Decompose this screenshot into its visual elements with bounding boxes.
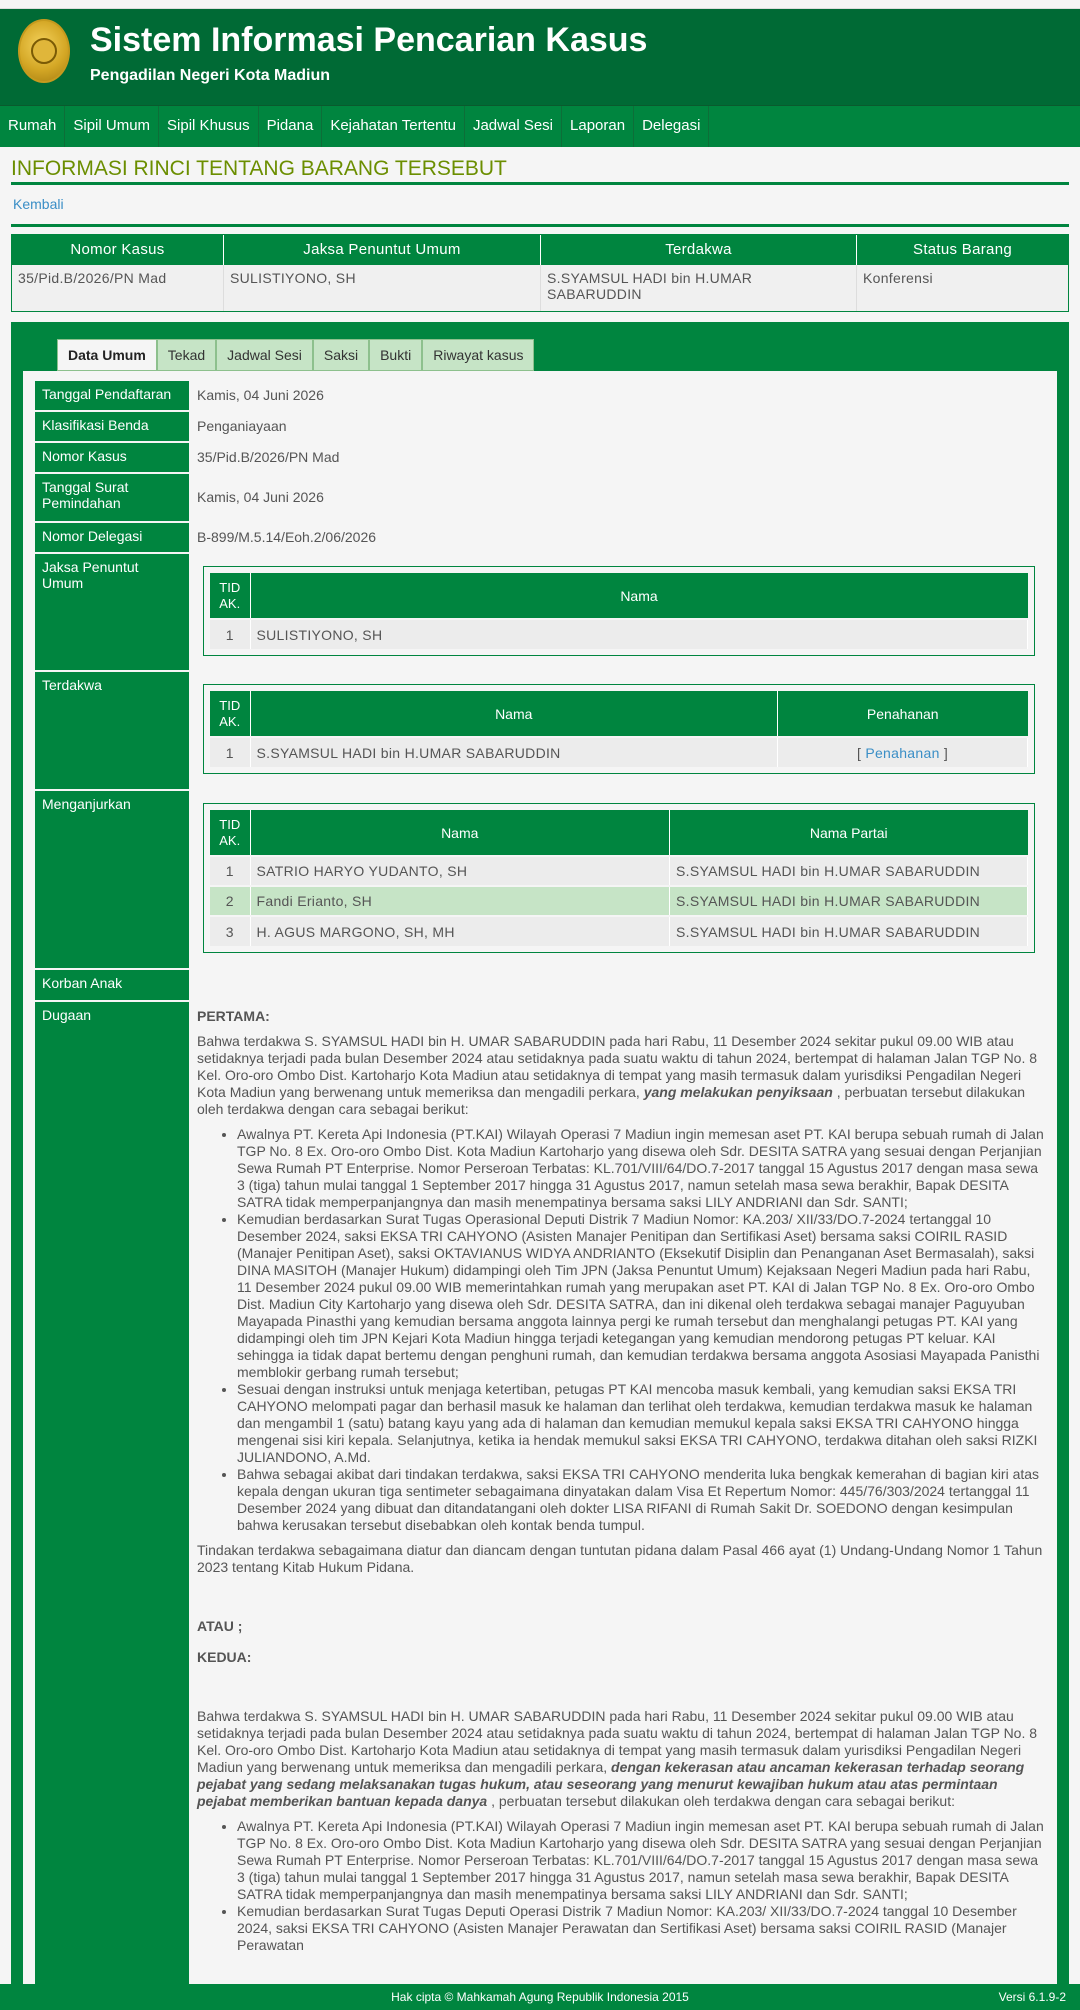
paragraph: Bahwa terdakwa S. SYAMSUL HADI bin H. UMAR SABARUDDIN pada hari Rabu, 11 Desember 2024 sekitar pukul 09.00 WIB atau setidaknya terjadi pada bulan Desember 2024 atau setidaknya pada suatu waktu di tahun 2024, bertempat di halaman Jalan TGP No. 8 Kel. Oro-oro Ombo Dist. Kartoharjo Kota Madiun atau setidaknya di tempat yang masih termasuk dalam yurisdiksi Pengadilan Negeri Kota Madiun yang berwenang untuk memeriksa dan mengadili perkara, yang melakukan penyiksaan , perbuatan tersebut dilakukan oleh terdakwa dengan cara sebagai berikut: — [197, 1033, 1038, 1117]
label-dugaan: Dugaan — [35, 1002, 189, 2002]
divider — [11, 224, 1069, 227]
case-summary-table — [11, 234, 1069, 312]
back-link[interactable]: Kembali — [13, 196, 64, 212]
penahanan-link[interactable]: Penahanan — [865, 744, 940, 761]
col-nama: Nama — [250, 573, 1028, 619]
site-header — [0, 9, 1080, 105]
value-nomor-kasus: 35/Pid.B/2026/PN Mad — [197, 449, 340, 465]
detail-panel — [11, 322, 1069, 2010]
page-title: INFORMASI RINCI TENTANG BARANG TERSEBUT — [11, 157, 507, 180]
site-subtitle: Pengadilan Negeri Kota Madiun — [90, 67, 331, 84]
col-tid: TID AK. — [210, 810, 250, 856]
table-row — [210, 916, 1028, 946]
label-tanggal-surat: Tanggal Surat Pemindahan — [35, 474, 189, 523]
label-terdakwa: Terdakwa — [35, 672, 189, 791]
list-item: • Sesuai dengan instruksi untuk menjaga ketertiban, petugas PT KAI mencoba masuk kembali, yang kemudian saksi EKSA TRI CAHYONO melompati pagar dan berhasil masuk ke halaman dan terlihat oleh terdakwa, kemudian terdakwa masuk ke halaman dan mengambil 1 (satu) batang kayu yang ada di halaman dan kemudian memukul kepala saksi EKSA TRI CAHYONO hingga mengenai sisi kiri kepala. Selanjutnya, ketika ia hendak memukul saksi EKSA TRI CAHYONO, terdakwa ditahan oleh saksi RIZKI JULIANDONO, A.Md. — [237, 1381, 1047, 1466]
jaksa-table — [203, 566, 1035, 656]
table-row — [210, 737, 1028, 767]
cell-nama: S.SYAMSUL HADI bin H.UMAR SABARUDDIN — [250, 737, 778, 767]
label-tanggal-pendaftaran: Tanggal Pendaftaran — [35, 381, 189, 412]
nav-sipil-umum[interactable]: Sipil Umum — [65, 106, 159, 147]
court-emblem-icon — [18, 19, 70, 83]
paragraph: Tindakan terdakwa sebagaimana diatur dan diancam dengan tuntutan pidana dalam Pasal 466 ayat (1) Undang-Undang Nomor 1 Tahun 2023 tentang Kitab Hukum Pidana. — [197, 1542, 1043, 1575]
dugaan-text — [197, 1008, 1047, 1954]
col-penahanan: Penahanan — [778, 691, 1028, 737]
list-item: • Kemudian berdasarkan Surat Tugas Operasional Deputi Distrik 7 Madiun Nomor: KA.203/ XII/33/DO.7-2024 tertanggal 10 Desember 2024, saksi EKSA TRI CAHYONO (Asisten Manajer Penitipan dan Sertifikasi Aset) bersama saksi COIRIL RASID (Manajer Penitipan Aset), saksi OKTAVIANUS WIDYA ANDRIANTO (Eksekutif Disiplin dan Penanganan Aset Bermasalah), saksi DINA MASITOH (Manajer Hukum) didampingi oleh Tim JPN (Jaksa Penuntut Umum) Kejaksaan Negeri Madiun pada hari Rabu, 11 Desember 2024 pukul 09.00 WIB memerintahkan rumah yang merupakan aset PT. KAI di Jalan TGP No. 8 Ex. Oro-oro Ombo Dist. Madiun City Kartoharjo yang disewa oleh Sdr. DESITA SATRA, dan ini dikenal oleh terdakwa sebagai manajer Paguyuban Mayapada Pinasthi yang kemudian bersama anggota lainnya pergi ke rumah tersebut dan menghalangi petugas PT. KAI yang didampingi oleh tim JPN Kejari Kota Madiun hingga terjadi ketegangan yang kemudian mendorong petugas PT keluar. KAI sehingga ia tidak dapat bertemu dengan penghuni rumah, dan kemudian terdakwa bersama anggota Asosiasi Mayapada Panisthi memblokir gerbang rumah tersebut; — [237, 1211, 1047, 1381]
tab-bar — [57, 339, 534, 371]
table-row — [12, 265, 1068, 311]
cell-tid: 1 — [210, 856, 250, 886]
nav-kejahatan-tertentu[interactable]: Kejahatan Tertentu — [322, 106, 465, 147]
value-tanggal-pendaftaran: Kamis, 04 Juni 2026 — [197, 387, 324, 403]
paragraph: Bahwa terdakwa S. SYAMSUL HADI bin H. UMAR SABARUDDIN pada hari Rabu, 11 Desember 2024 sekitar pukul 09.00 WIB atau setidaknya terjadi pada bulan Desember 2024 atau setidaknya pada suatu waktu di tahun 2024, bertempat di halaman Jalan TGP No. 8 Kel. Oro-oro Ombo Dist. Kartoharjo Kota Madiun atau setidaknya di tempat yang masih termasuk dalam yurisdiksi Pengadilan Negeri Madiun yang berwenang untuk memeriksa dan mengadili perkara, dengan kekerasan atau ancaman kekerasan terhadap seorang pejabat yang sedang melaksanakan tugas hukum, atau seseorang yang menurut kewajiban hukum atau atas permintaan pejabat memberikan bantuan kepada danya , perbuatan tersebut dilakukan oleh terdakwa dengan cara sebagai berikut: — [197, 1708, 1038, 1809]
tab-content — [23, 371, 1057, 2010]
heading-kedua: KEDUA: — [197, 1649, 252, 1665]
list — [237, 1818, 1047, 1954]
terdakwa-section — [197, 672, 1047, 791]
label-nomor-kasus: Nomor Kasus — [35, 443, 189, 474]
cell-nama: SATRIO HARYO YUDANTO, SH — [250, 856, 670, 886]
top-strip — [0, 0, 1080, 9]
cell-nomor-kasus: 35/Pid.B/2026/PN Mad — [12, 265, 224, 311]
divider — [11, 182, 1069, 185]
col-nama-partai: Nama Partai — [670, 810, 1028, 856]
terdakwa-table — [203, 684, 1035, 774]
table-row — [210, 886, 1028, 916]
nav-rumah[interactable]: Rumah — [0, 106, 65, 147]
tab-riwayat-kasus[interactable]: Riwayat kasus — [422, 339, 534, 371]
cell-status: Konferensi — [863, 270, 933, 286]
main-nav — [0, 105, 1080, 147]
col-tid: TID AK. — [210, 573, 250, 619]
col-terdakwa: Terdakwa — [541, 235, 857, 265]
label-menganjurkan: Menganjurkan — [35, 791, 189, 970]
cell-nama: H. AGUS MARGONO, SH, MH — [250, 916, 670, 946]
nav-pidana[interactable]: Pidana — [259, 106, 323, 147]
col-nomor-kasus: Nomor Kasus — [12, 235, 224, 265]
value-tanggal-surat: Kamis, 04 Juni 2026 — [197, 489, 324, 505]
nav-sipil-khusus[interactable]: Sipil Khusus — [159, 106, 259, 147]
value-korban-anak — [197, 970, 1047, 1002]
col-nama: Nama — [250, 691, 778, 737]
tab-tekad[interactable]: Tekad — [157, 339, 216, 371]
footer-copyright: Hak cipta © Mahkamah Agung Republik Indonesia 2015 — [391, 1990, 689, 2004]
site-footer — [0, 1984, 1080, 2010]
nav-delegasi[interactable]: Delegasi — [634, 106, 709, 147]
label-korban-anak: Korban Anak — [35, 970, 189, 1002]
tab-jadwal-sesi[interactable]: Jadwal Sesi — [216, 339, 313, 371]
value-klasifikasi: Penganiayaan — [197, 418, 287, 434]
list-item: • Awalnya PT. Kereta Api Indonesia (PT.KAI) Wilayah Operasi 7 Madiun ingin memesan aset PT. KAI berupa sebuah rumah di Jalan TGP No. 8 Ex. Oro-oro Ombo Dist. Kota Madiun Kartoharjo yang disewa oleh Sdr. DESITA SATRA yang sesuai dengan Perjanjian Sewa Rumah PT Enterprise. Nomor Perseroan Terbatas: KL.701/VIII/64/DO.7-2017 tanggal 15 Agustus 2017 dengan masa sewa 3 (tiga) tahun mulai tanggal 1 September 2017 hingga 31 Agustus 2017, namun setelah masa sewa berakhir, Bapak DESITA SATRA tidak memperpanjangnya dan masih menempatinya bersama saksi LILY ANDRIANI dan Sdr. SANTI; — [237, 1126, 1047, 1211]
value-nomor-delegasi: B-899/M.5.14/Eoh.2/06/2026 — [197, 529, 377, 545]
label-nomor-delegasi: Nomor Delegasi — [35, 523, 189, 554]
col-nama: Nama — [250, 810, 670, 856]
list-item: • Bahwa sebagai akibat dari tindakan terdakwa, saksi EKSA TRI CAHYONO menderita luka bengkak kemerahan di bagian kiri atas kepala dengan ukuran tiga sentimeter sebagaimana dinyatakan dalam Visa Et Repertum Nomor: 445/76/303/2024 tertanggal 11 Desember 2024 yang dibuat dan ditandatangani oleh dokter LISA RIFANI di Rumah Sakit Dr. SOEDONO dengan kesimpulan bahwa kerusakan tersebut disebabkan oleh kontak benda tumpul. — [237, 1466, 1047, 1534]
menganjurkan-section — [197, 791, 1047, 970]
cell-penahanan: [ Penahanan ] — [778, 737, 1028, 767]
menganjurkan-table — [203, 803, 1035, 953]
cell-nama-partai: S.SYAMSUL HADI bin H.UMAR SABARUDDIN — [670, 886, 1028, 916]
heading-atau: ATAU ; — [197, 1618, 243, 1634]
cell-terdakwa: S.SYAMSUL HADI bin H.UMAR SABARUDDIN — [541, 265, 857, 311]
col-tid: TID AK. — [210, 691, 250, 737]
list-item: • Awalnya PT. Kereta Api Indonesia (PT.KAI) Wilayah Operasi 7 Madiun ingin memesan aset PT. KAI berupa sebuah rumah di Jalan TGP No. 8 Ex. Oro-oro Ombo Dist. Kota Madiun Kartoharjo yang disewa oleh Sdr. DESITA SATRA yang sesuai dengan Perjanjian Sewa Rumah PT Enterprise. Nomor Perseroan Terbatas: KL.701/VIII/64/DO.7-2017 tanggal 15 Agustus 2017 dengan masa sewa 3 (tiga) tahun mulai tanggal 1 September 2017 hingga 31 Agustus 2017, namun setelah masa sewa berakhir, Bapak DESITA SATRA tidak memperpanjangnya dan masih menempatinya bersama saksi LILY ANDRIANI dan Sdr. SANTI; — [237, 1818, 1047, 1903]
table-row — [210, 619, 1028, 649]
tab-saksi[interactable]: Saksi — [313, 339, 369, 371]
cell-jaksa: SULISTIYONO, SH — [224, 265, 541, 311]
table-row — [210, 856, 1028, 886]
nav-laporan[interactable]: Laporan — [562, 106, 634, 147]
field-values — [197, 381, 1047, 1962]
cell-nama: SULISTIYONO, SH — [250, 619, 1028, 649]
cell-nama-partai: S.SYAMSUL HADI bin H.UMAR SABARUDDIN — [670, 856, 1028, 886]
tab-data-umum[interactable]: Data Umum — [57, 339, 157, 371]
cell-nama: Fandi Erianto, SH — [250, 886, 670, 916]
label-jaksa: Jaksa Penuntut Umum — [35, 554, 189, 672]
tab-bukti[interactable]: Bukti — [369, 339, 422, 371]
field-labels — [35, 381, 189, 2002]
footer-version: Versi 6.1.9-2 — [998, 1990, 1066, 2004]
jaksa-section — [197, 554, 1047, 672]
list-item: • Kemudian berdasarkan Surat Tugas Deputi Operasi Distrik 7 Madiun Nomor: KA.203/ XII/33/DO.7-2024 tanggal 10 Desember 2024, saksi EKSA TRI CAHYONO (Asisten Manajer Perawatan dan Sertifikasi Aset) bersama saksi COIRIL RASID (Manajer Perawatan — [237, 1903, 1047, 1954]
nav-jadwal-sesi[interactable]: Jadwal Sesi — [465, 106, 562, 147]
cell-nama-partai: S.SYAMSUL HADI bin H.UMAR SABARUDDIN — [670, 916, 1028, 946]
col-jaksa: Jaksa Penuntut Umum — [224, 235, 541, 265]
label-klasifikasi: Klasifikasi Benda — [35, 412, 189, 443]
cell-tid: 1 — [210, 737, 250, 767]
cell-tid: 3 — [210, 916, 250, 946]
cell-tid: 1 — [210, 619, 250, 649]
site-title: Sistem Informasi Pencarian Kasus — [90, 21, 648, 59]
heading-pertama: PERTAMA: — [197, 1008, 270, 1024]
col-status: Status Barang — [913, 241, 1012, 258]
list — [237, 1126, 1047, 1534]
cell-tid: 2 — [210, 886, 250, 916]
